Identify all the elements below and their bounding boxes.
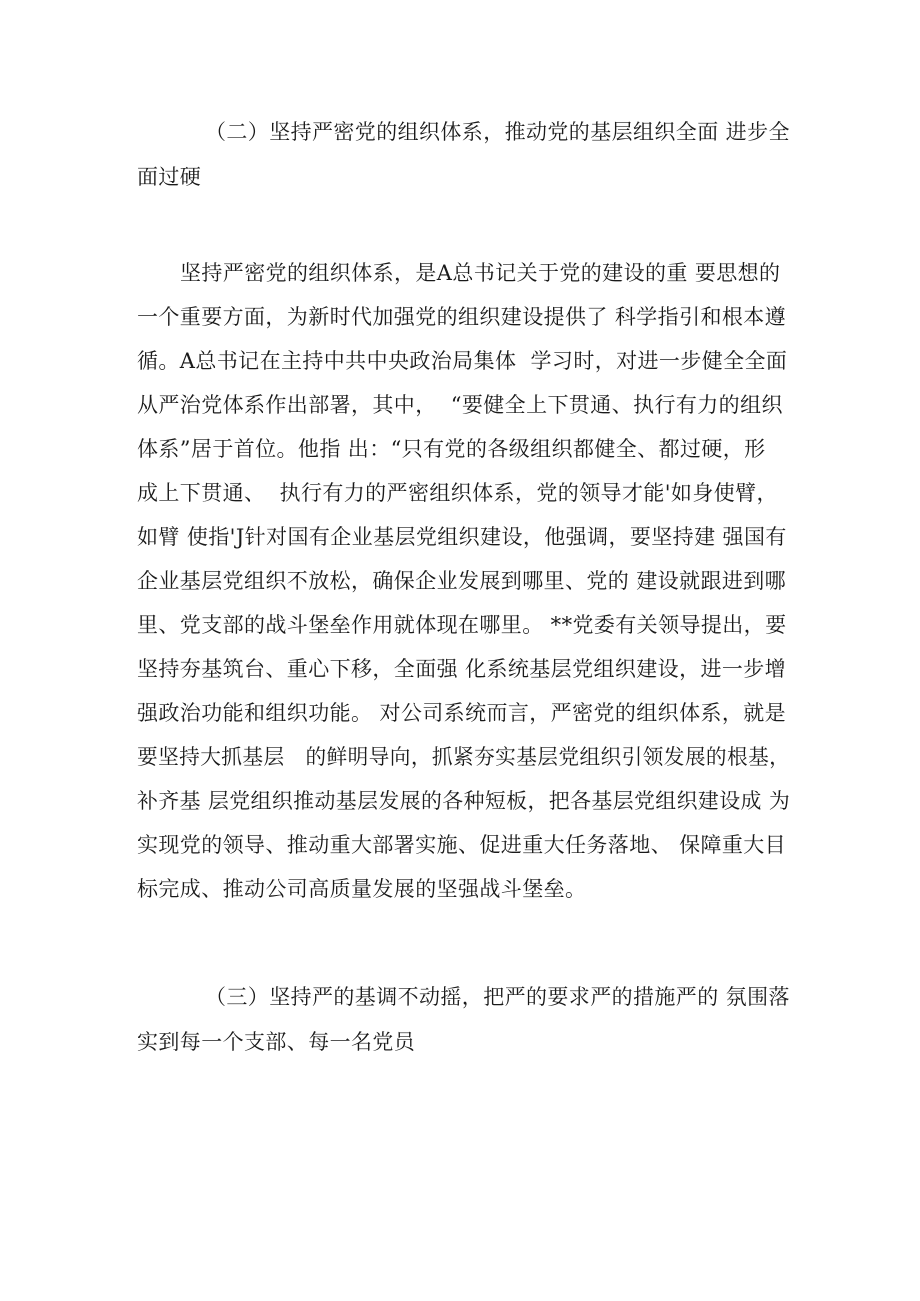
paragraph-line: 坚持严密党的组织体系，是A总书记关于党的建设的重 要思想的 bbox=[180, 261, 781, 285]
paragraph-line: 补齐基 层党组织推动基层发展的各种短板，把各基层党组织建设成 为 bbox=[137, 789, 791, 813]
paragraph-line: 标完成、推动公司高质量发展的坚强战斗堡垒。 bbox=[137, 877, 587, 901]
paragraph-line: 强政治功能和组织功能。 对公司系统而言，严密党的组织体系，就是 bbox=[137, 701, 787, 725]
paragraph-line: 企业基层党组织不放松，确保企业发展到哪里、党的 建设就跟进到哪 bbox=[137, 569, 787, 593]
section-heading-2-line-1: （二）坚持严密党的组织体系，推动党的基层组织全面 进步全 bbox=[205, 120, 790, 144]
paragraph-line: 如臂 使指'J针对国有企业基层党组织建设，他强调，要坚持建 强国有 bbox=[137, 525, 787, 549]
paragraph-line: 成上下贯通、 执行有力的严密组织体系，党的领导才能'如身使臂， bbox=[137, 481, 778, 505]
section-heading-3-line-1: （三）坚持严的基调不动摇，把严的要求严的措施严的 氛围落 bbox=[205, 985, 790, 1009]
paragraph-line: 实现党的领导、推动重大部署实施、促进重大任务落地、 保障重大目 bbox=[137, 833, 787, 857]
paragraph-line: 一个重要方面，为新时代加强党的组织建设提供了 科学指引和根本遵 bbox=[137, 305, 787, 329]
paragraph-line: 体系”居于首位。他指 出：“只有党的各级组织都健全、都过硬，形 bbox=[137, 437, 766, 461]
paragraph-line: 从严治党体系作出部署，其中， “要健全上下贯通、执行有力的组织 bbox=[137, 393, 783, 417]
paragraph-line: 坚持夯基筑台、重心下移，全面强 化系统基层党组织建设，进一步增 bbox=[137, 657, 787, 681]
section-heading-2-line-2: 面过硬 bbox=[137, 165, 202, 189]
paragraph-line: 循。A总书记在主持中共中央政治局集体 学习时，对进一步健全全面 bbox=[137, 349, 788, 373]
paragraph-line: 里、党支部的战斗堡垒作用就体现在哪里。 **党委有关领导提出，要 bbox=[137, 613, 787, 637]
section-heading-3-line-2: 实到每一个支部、每一名党员 bbox=[137, 1030, 416, 1054]
paragraph-line: 要坚持大抓基层 的鲜明导向，抓紧夯实基层党组织引领发展的根基， bbox=[137, 745, 791, 769]
